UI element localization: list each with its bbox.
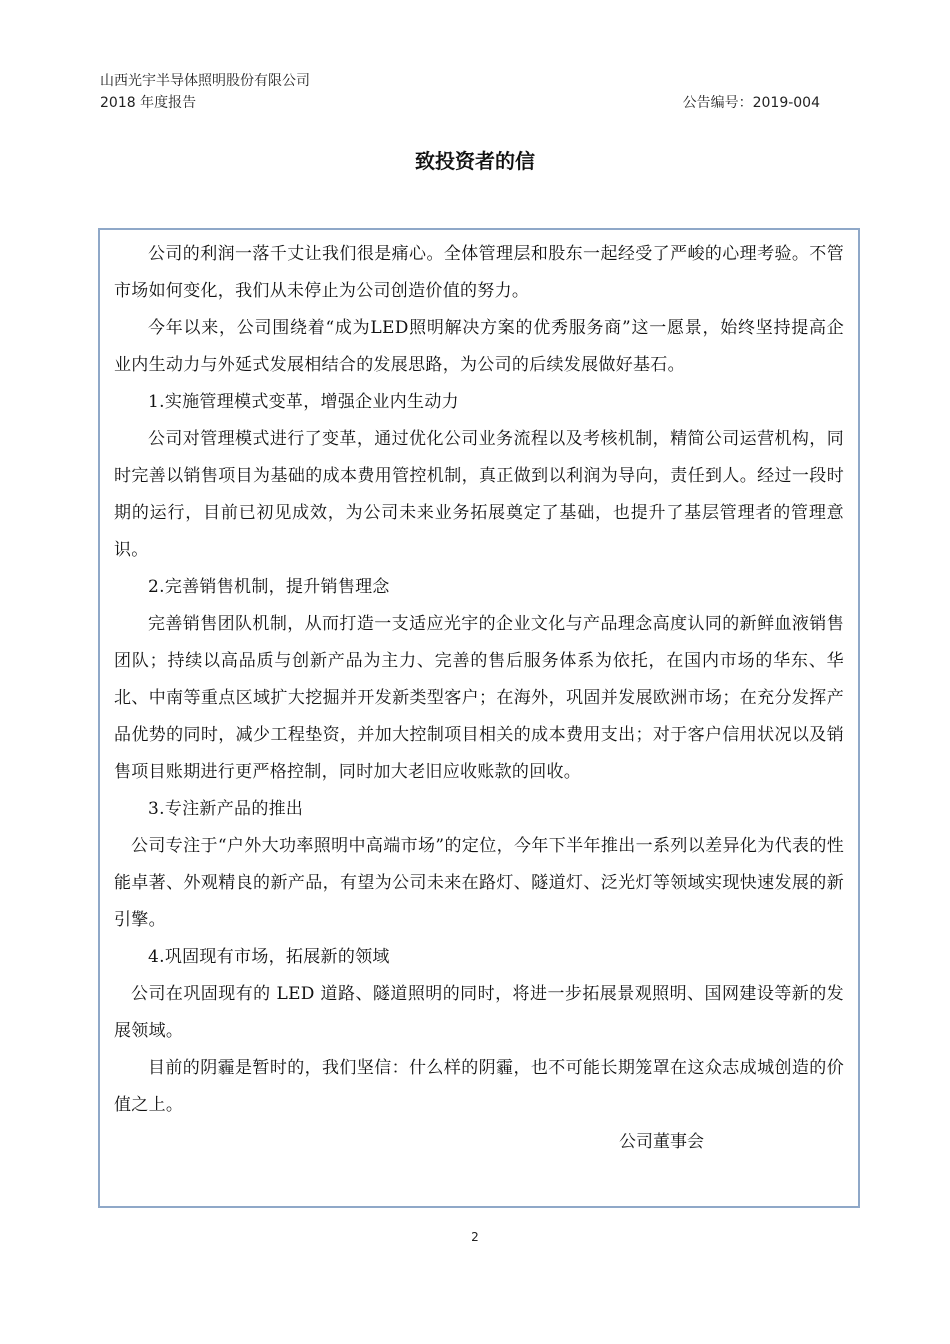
letter-paragraph-sales: 完善销售团队机制，从而打造一支适应光宇的企业文化与产品理念高度认同的新鲜血液销售团队；持续以高品质与创新产品为主力、完善的售后服务体系为依托，在国内市场的华东、华北、中南等重点区域扩大挖掘并开发新类型客户；在海外，巩固并发展欧洲市场；在充分发挥产品优势的同时，减少工程垫资，并加大控制项目相关的成本费用支出；对于客户信用状况以及销售项目账期进行更严格控制，同时加大老旧应收账款的回收。 [114,614,844,782]
letter-paragraph-management: 公司对管理模式进行了变革，通过优化公司业务流程以及考核机制，精简公司运营机构，同时完善以销售项目为基础的成本费用管控机制，真正做到以利润为导向，责任到人。经过一段时期的运行，目前已初见成效，为公司未来业务拓展奠定了基础，也提升了基层管理者的管理意识。 [114,429,844,560]
page-number: 2 [471,1230,479,1244]
company-name: 山西光宇半导体照明股份有限公司 [100,73,310,89]
letter-title: 致投资者的信 [415,149,535,173]
letter-paragraph-products: 公司专注于“户外大功率照明中高端市场”的定位，今年下半年推出一系列以差异化为代表的性能卓著、外观精良的新产品，有望为公司未来在路灯、隧道灯、泛光灯等领域实现快速发展的新引擎。 [114,836,844,930]
notice-number: 公告编号：2019-004 [682,95,820,111]
letter-box [98,228,860,1208]
letter-paragraph-markets: 公司在巩固现有的 LED 道路、隧道照明的同时，将进一步拓展景观照明、国网建设等新的发展领域。 [114,984,844,1041]
report-year: 2018 年度报告 [100,95,197,111]
letter-paragraph-closing: 目前的阴霾是暂时的，我们坚信：什么样的阴霾，也不可能长期笼罩在这众志成城创造的价值之上。 [114,1058,844,1115]
section-heading-management: 1.实施管理模式变革，增强企业内生动力 [148,392,459,412]
letter-paragraph-vision: 今年以来，公司围绕着“成为LED照明解决方案的优秀服务商”这一愿景，始终坚持提高企业内生动力与外延式发展相结合的发展思路，为公司的后续发展做好基石。 [114,318,844,375]
section-heading-products: 3.专注新产品的推出 [148,799,304,819]
letter-signature: 公司董事会 [619,1132,704,1152]
letter-paragraph-intro: 公司的利润一落千丈让我们很是痛心。全体管理层和股东一起经受了严峻的心理考验。不管市场如何变化，我们从未停止为公司创造价值的努力。 [114,244,844,301]
section-heading-sales: 2.完善销售机制，提升销售理念 [148,577,390,597]
section-heading-markets: 4.巩固现有市场，拓展新的领域 [148,947,390,967]
